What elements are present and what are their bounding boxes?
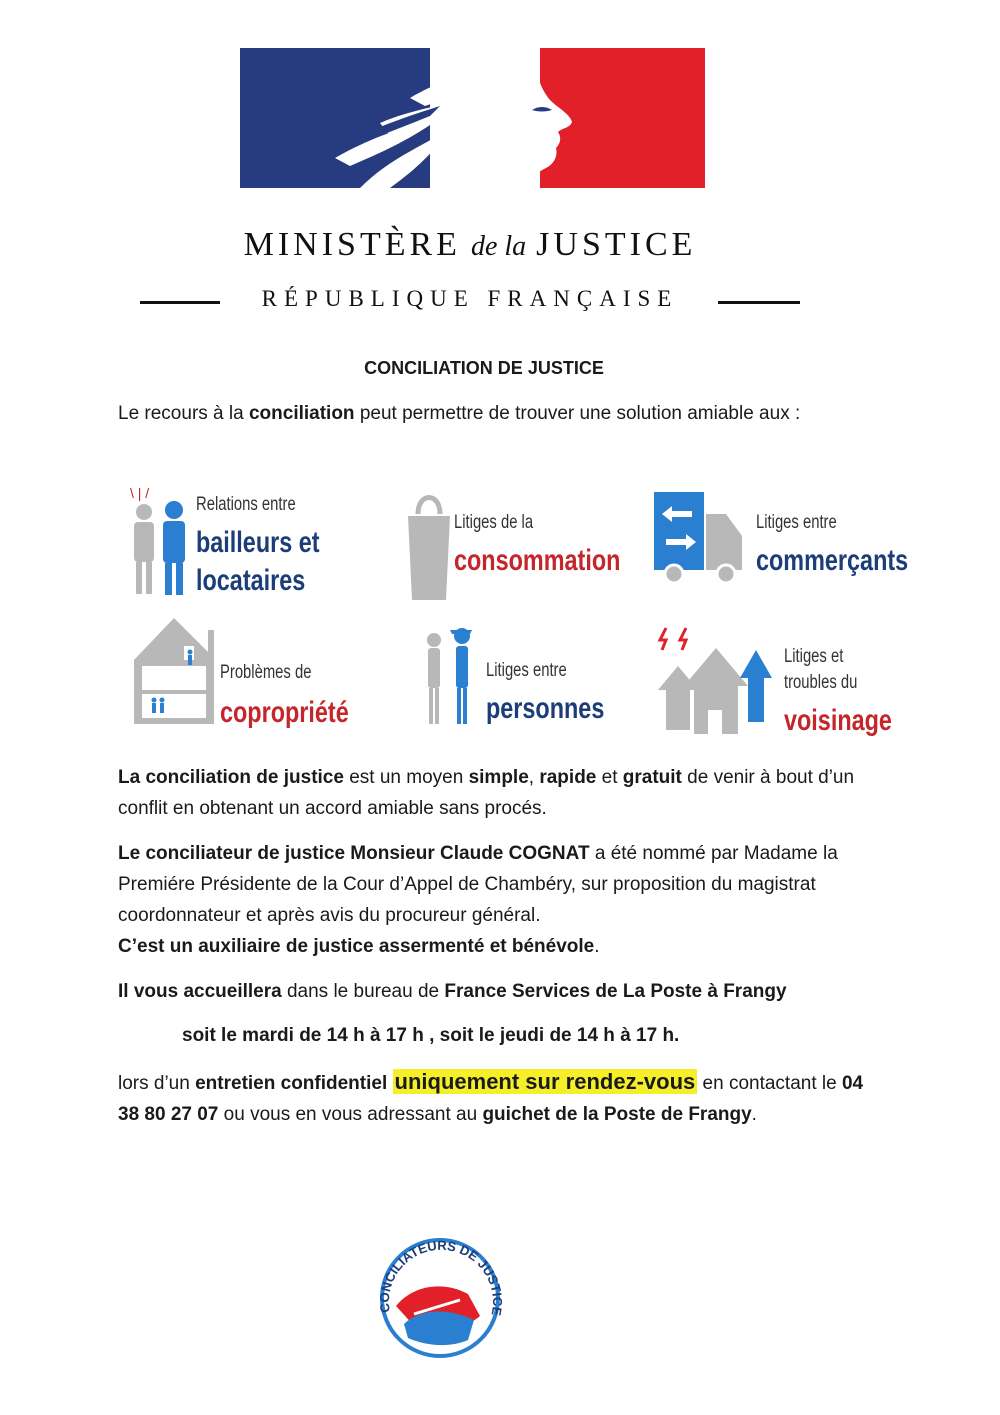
tile-small-label: Relations entre: [196, 494, 296, 515]
p3-bold-2: France Services de La Poste à Frangy: [444, 981, 787, 1002]
p4-bold-1: entretien confidentiel: [195, 1073, 388, 1094]
intro-after: peut permettre de trouver une solution amiable aux :: [354, 403, 801, 424]
tile-big-label: commerçants: [756, 544, 909, 577]
ministry-script: de la: [470, 231, 527, 262]
people-icon: [424, 624, 484, 730]
tile-big-label: bailleurs et: [196, 526, 320, 559]
p4-text-4: .: [751, 1104, 757, 1125]
page-title: CONCILIATION DE JUSTICE: [364, 358, 604, 378]
p1-text-4: de venir à bout d’un conflit en obtenant un accord amiable sans procés.: [118, 767, 855, 819]
p2-text-2: .: [594, 936, 600, 957]
republic-row: [140, 286, 800, 316]
svg-text:\ | /: \ | /: [130, 485, 150, 501]
p1-bold-1: La conciliation de justice: [118, 767, 344, 788]
p1-bold-3: rapide: [539, 767, 597, 788]
tile-big-label-2: locataires: [196, 564, 306, 597]
p2-bold-1: Le conciliateur de justice Monsieur Claude COGNAT: [118, 843, 590, 864]
paragraph-definition: [118, 762, 858, 824]
paragraph-appointment: [118, 1066, 888, 1130]
category-tile-personnes: [424, 624, 614, 730]
category-tile-commercants: [652, 490, 909, 590]
republic-label: RÉPUBLIQUE FRANÇAISE: [261, 286, 679, 311]
p1-text-3: et: [596, 767, 623, 788]
delivery-truck-icon: [652, 490, 752, 590]
tile-big-label: personnes: [486, 692, 605, 725]
tile-small-label: Litiges entre: [756, 512, 837, 533]
intro-bold: conciliation: [248, 403, 355, 424]
p3-text-1: dans le bureau de: [281, 981, 445, 1002]
category-tile-copropriete: [134, 616, 354, 730]
tenants-icon: [126, 484, 206, 604]
p4-text-1: lors d’un: [118, 1073, 196, 1094]
category-tile-bailleurs: [126, 484, 366, 604]
tile-small-label: Litiges de la: [454, 512, 534, 533]
ministry-right: JUSTICE: [536, 226, 697, 263]
p1-bold-2: simple: [468, 767, 529, 788]
marianne-logo: [240, 48, 705, 188]
p1-text-2: ,: [528, 767, 540, 788]
p3-bold-1: Il vous accueillera: [118, 981, 282, 1002]
tile-big-label: consommation: [454, 544, 621, 577]
p4-text-3: ou vous en vous adressant au: [218, 1104, 483, 1125]
paragraph-location: [118, 976, 888, 1007]
p1-bold-4: gratuit: [622, 767, 682, 788]
p1-text-1: est un moyen: [343, 767, 469, 788]
p2-text-1: a été nommé par Madame la Premiére Présidente de la Cour d’Appel de Chambéry, sur proposition du magistrat coordonnateur et après avis du procureur général.: [118, 843, 838, 926]
houses-icon: [656, 626, 776, 742]
intro-paragraph: [118, 398, 818, 429]
badge-text: CONCILIATEURS DE JUSTICE: [376, 1237, 506, 1317]
tile-small-label: Litiges et: [784, 646, 844, 667]
category-tile-voisinage: [656, 626, 896, 742]
ministry-left: MINISTÈRE: [243, 226, 461, 263]
building-icon: [134, 616, 214, 730]
schedule-line: soit le mardi de 14 h à 17 h , soit le jeudi de 14 h à 17 h.: [182, 1025, 680, 1046]
p4-bold-3: guichet de la Poste de Frangy: [482, 1104, 752, 1125]
category-tile-consommation: [404, 486, 621, 606]
tile-small-label: Problèmes de: [220, 662, 312, 683]
tile-big-label: copropriété: [220, 696, 349, 729]
phone-number: 04 38 80 27 07: [118, 1073, 864, 1125]
left-rule: [140, 301, 220, 304]
tile-small-label: Litiges entre: [486, 660, 567, 681]
tile-small-label-2: troubles du: [784, 672, 858, 693]
conciliateurs-badge: [356, 1228, 520, 1358]
appointment-highlight: uniquement sur rendez-vous: [394, 1069, 696, 1094]
right-rule: [718, 301, 800, 304]
tile-big-label: voisinage: [784, 704, 892, 737]
paragraph-conciliator: [118, 838, 878, 962]
ministry-title: [0, 226, 940, 264]
p2-bold-2: C’est un auxiliaire de justice assermenté et bénévole: [118, 936, 595, 957]
p4-text-2: en contactant le: [697, 1073, 842, 1094]
shopping-bag-icon: [404, 486, 454, 606]
intro-before: Le recours à la: [118, 403, 249, 424]
